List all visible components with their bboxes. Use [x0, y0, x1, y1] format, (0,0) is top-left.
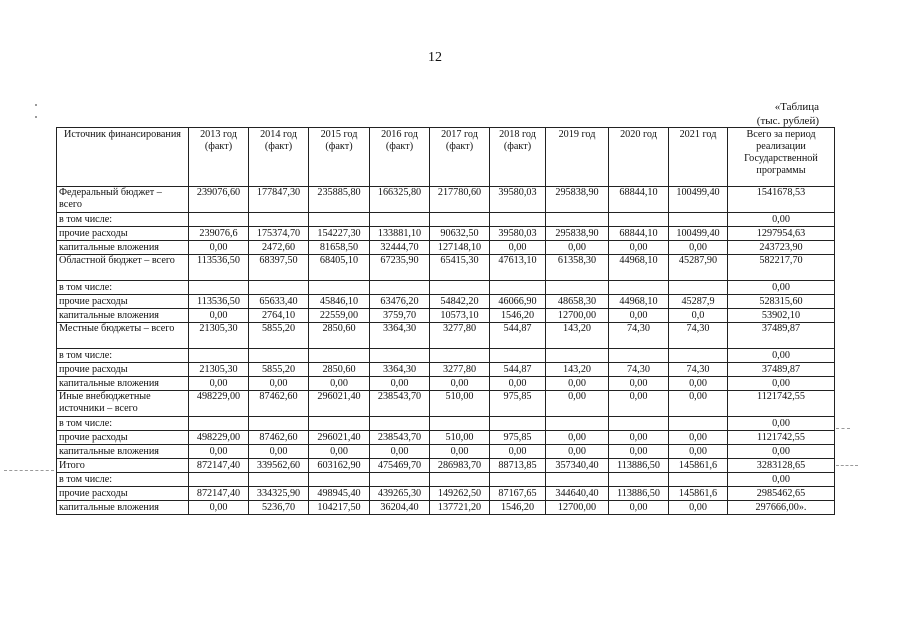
table-cell: 239076,6 — [189, 227, 249, 241]
table-cell: 48658,30 — [546, 295, 609, 309]
table-cell: 0,00 — [728, 213, 835, 227]
row-label: в том числе: — [57, 213, 189, 227]
scan-artifact — [4, 470, 54, 472]
table-cell: 10573,10 — [430, 309, 490, 323]
row-label: в том числе: — [57, 281, 189, 295]
table-cell: 0,00 — [370, 445, 430, 459]
table-cell — [490, 349, 546, 363]
table-row — [57, 431, 835, 445]
table-cell: 975,85 — [490, 431, 546, 445]
table-row — [57, 213, 835, 227]
table-cell: 65633,40 — [249, 295, 309, 309]
table-cell: 36204,40 — [370, 501, 430, 515]
table-cell: 0,00 — [669, 431, 728, 445]
table-cell: 3277,80 — [430, 323, 490, 349]
table-cell — [249, 349, 309, 363]
table-cell — [546, 417, 609, 431]
table-cell: 175374,70 — [249, 227, 309, 241]
table-cell: 510,00 — [430, 431, 490, 445]
table-cell: 334325,90 — [249, 487, 309, 501]
table-cell: 67235,90 — [370, 255, 430, 281]
table-cell — [370, 417, 430, 431]
table-cell — [669, 281, 728, 295]
table-row — [57, 363, 835, 377]
table-row — [57, 377, 835, 391]
table-cell: 113886,50 — [609, 459, 669, 473]
column-header: 2017 год (факт) — [430, 128, 490, 187]
page-number: 12 — [428, 50, 442, 65]
table-cell: 498229,00 — [189, 431, 249, 445]
table-cell: 5236,70 — [249, 501, 309, 515]
table-row — [57, 459, 835, 473]
table-cell: 528315,60 — [728, 295, 835, 309]
table-cell: 68844,10 — [609, 227, 669, 241]
row-label: капитальные вложения — [57, 377, 189, 391]
table-cell: 0,00 — [609, 241, 669, 255]
scan-artifact — [836, 465, 858, 467]
table-cell: 0,00 — [309, 445, 370, 459]
table-cell: 0,00 — [609, 501, 669, 515]
table-cell: 12700,00 — [546, 501, 609, 515]
table-cell: 0,00 — [609, 391, 669, 417]
table-cell: 127148,10 — [430, 241, 490, 255]
table-cell: 0,00 — [370, 377, 430, 391]
table-cell: 39580,03 — [490, 227, 546, 241]
table-row — [57, 323, 835, 349]
table-cell: 296021,40 — [309, 431, 370, 445]
table-cell: 143,20 — [546, 363, 609, 377]
table-cell — [430, 349, 490, 363]
table-cell: 45846,10 — [309, 295, 370, 309]
table-cell: 0,00 — [546, 431, 609, 445]
table-row — [57, 241, 835, 255]
table-cell: 0,00 — [669, 241, 728, 255]
table-cell — [309, 417, 370, 431]
table-cell: 0,00 — [728, 281, 835, 295]
table-cell: 5855,20 — [249, 363, 309, 377]
table-cell: 0,00 — [189, 377, 249, 391]
table-cell: 544,87 — [490, 323, 546, 349]
table-cell — [189, 281, 249, 295]
table-cell — [546, 473, 609, 487]
row-label: капитальные вложения — [57, 445, 189, 459]
table-cell: 39580,03 — [490, 187, 546, 213]
table-cell: 53902,10 — [728, 309, 835, 323]
table-body — [57, 187, 835, 515]
table-cell: 45287,90 — [669, 255, 728, 281]
column-header: 2018 год (факт) — [490, 128, 546, 187]
table-cell: 0,00 — [546, 391, 609, 417]
table-cell: 295838,90 — [546, 187, 609, 213]
table-cell: 37489,87 — [728, 363, 835, 377]
table-cell — [490, 281, 546, 295]
scan-artifact — [35, 104, 37, 106]
table-cell — [546, 213, 609, 227]
table-row — [57, 309, 835, 323]
table-cell: 235885,80 — [309, 187, 370, 213]
table-cell: 0,00 — [490, 445, 546, 459]
table-row — [57, 295, 835, 309]
table-cell — [669, 473, 728, 487]
table-cell: 0,00 — [249, 377, 309, 391]
table-cell — [370, 349, 430, 363]
table-cell: 0,00 — [189, 501, 249, 515]
table-cell: 32444,70 — [370, 241, 430, 255]
scan-artifact — [35, 116, 37, 118]
row-label: прочие расходы — [57, 487, 189, 501]
table-cell: 0,00 — [546, 445, 609, 459]
table-cell: 81658,50 — [309, 241, 370, 255]
column-header: 2015 год (факт) — [309, 128, 370, 187]
scan-artifact — [836, 428, 850, 430]
table-cell: 0,00 — [546, 241, 609, 255]
table-cell: 339562,60 — [249, 459, 309, 473]
table-cell — [189, 349, 249, 363]
table-cell: 2764,10 — [249, 309, 309, 323]
table-cell: 68844,10 — [609, 187, 669, 213]
column-header-source: Источник финансирования — [57, 128, 189, 187]
table-cell: 0,00 — [728, 377, 835, 391]
table-cell: 88713,85 — [490, 459, 546, 473]
table-cell: 603162,90 — [309, 459, 370, 473]
row-label: Областной бюджет – всего — [57, 255, 189, 281]
table-cell: 2850,60 — [309, 363, 370, 377]
table-cell — [430, 473, 490, 487]
table-cell — [189, 213, 249, 227]
table-cell: 475469,70 — [370, 459, 430, 473]
table-cell: 0,00 — [728, 473, 835, 487]
column-header: 2021 год — [669, 128, 728, 187]
table-cell — [609, 281, 669, 295]
table-cell: 544,87 — [490, 363, 546, 377]
table-cell: 68397,50 — [249, 255, 309, 281]
table-row — [57, 255, 835, 281]
table-row — [57, 349, 835, 363]
table-cell — [309, 281, 370, 295]
table-cell: 0,00 — [430, 445, 490, 459]
table-cell: 872147,40 — [189, 459, 249, 473]
table-cell: 357340,40 — [546, 459, 609, 473]
table-cell: 3283128,65 — [728, 459, 835, 473]
table-cell: 149262,50 — [430, 487, 490, 501]
row-label: в том числе: — [57, 417, 189, 431]
table-cell: 113886,50 — [609, 487, 669, 501]
row-label: Итого — [57, 459, 189, 473]
table-cell: 113536,50 — [189, 255, 249, 281]
table-cell — [189, 417, 249, 431]
table-cell — [490, 473, 546, 487]
table-cell: 238543,70 — [370, 391, 430, 417]
table-cell: 582217,70 — [728, 255, 835, 281]
table-cell: 0,00 — [189, 241, 249, 255]
table-cell: 145861,6 — [669, 459, 728, 473]
row-label: прочие расходы — [57, 363, 189, 377]
table-cell: 100499,40 — [669, 227, 728, 241]
table-cell — [249, 417, 309, 431]
table-cell: 87167,65 — [490, 487, 546, 501]
table-caption — [757, 100, 819, 128]
table-cell: 2985462,65 — [728, 487, 835, 501]
table-row — [57, 473, 835, 487]
table-cell — [309, 473, 370, 487]
row-label: в том числе: — [57, 349, 189, 363]
table-cell: 0,00 — [669, 445, 728, 459]
table-cell: 21305,30 — [189, 363, 249, 377]
table-cell — [370, 281, 430, 295]
table-row — [57, 417, 835, 431]
table-cell: 1121742,55 — [728, 431, 835, 445]
table-cell: 0,00 — [728, 445, 835, 459]
table-cell: 0,00 — [669, 377, 728, 391]
table-cell: 12700,00 — [546, 309, 609, 323]
table-cell: 61358,30 — [546, 255, 609, 281]
row-label: Федеральный бюджет – всего — [57, 187, 189, 213]
table-cell: 68405,10 — [309, 255, 370, 281]
column-header: Всего за период реализации Государственной программы — [728, 128, 835, 187]
table-cell: 166325,80 — [370, 187, 430, 213]
table-cell — [546, 281, 609, 295]
column-header: 2020 год — [609, 128, 669, 187]
table-cell — [189, 473, 249, 487]
table-cell: 177847,30 — [249, 187, 309, 213]
table-cell: 0,00 — [490, 377, 546, 391]
column-header: 2013 год (факт) — [189, 128, 249, 187]
table-row — [57, 227, 835, 241]
table-cell: 47613,10 — [490, 255, 546, 281]
table-cell: 297666,00». — [728, 501, 835, 515]
table-cell — [430, 213, 490, 227]
column-header: 2019 год — [546, 128, 609, 187]
table-cell: 3364,30 — [370, 363, 430, 377]
table-cell: 90632,50 — [430, 227, 490, 241]
table-cell: 2472,60 — [249, 241, 309, 255]
table-cell: 21305,30 — [189, 323, 249, 349]
table-cell — [609, 349, 669, 363]
table-cell — [490, 213, 546, 227]
column-header: 2016 год (факт) — [370, 128, 430, 187]
table-cell: 0,00 — [430, 377, 490, 391]
table-cell: 295838,90 — [546, 227, 609, 241]
table-cell: 65415,30 — [430, 255, 490, 281]
table-cell: 0,00 — [669, 501, 728, 515]
table-cell: 498229,00 — [189, 391, 249, 417]
row-label: капитальные вложения — [57, 309, 189, 323]
table-cell — [669, 213, 728, 227]
table-cell: 286983,70 — [430, 459, 490, 473]
table-cell: 74,30 — [609, 323, 669, 349]
table-cell: 439265,30 — [370, 487, 430, 501]
table-cell: 22559,00 — [309, 309, 370, 323]
table-cell: 0,00 — [546, 377, 609, 391]
table-cell: 87462,60 — [249, 391, 309, 417]
table-cell — [669, 349, 728, 363]
table-cell: 296021,40 — [309, 391, 370, 417]
table-cell: 0,00 — [609, 309, 669, 323]
table-cell — [609, 417, 669, 431]
table-cell: 0,00 — [309, 377, 370, 391]
table-cell: 74,30 — [669, 323, 728, 349]
row-label: прочие расходы — [57, 295, 189, 309]
column-header: 2014 год (факт) — [249, 128, 309, 187]
table-cell — [430, 281, 490, 295]
table-cell: 104217,50 — [309, 501, 370, 515]
table-cell: 154227,30 — [309, 227, 370, 241]
row-label: капитальные вложения — [57, 501, 189, 515]
table-caption-units: (тыс. рублей) — [756, 115, 819, 127]
table-cell: 2850,60 — [309, 323, 370, 349]
table-cell: 1297954,63 — [728, 227, 835, 241]
table-cell: 133881,10 — [370, 227, 430, 241]
table-row — [57, 391, 835, 417]
table-cell: 143,20 — [546, 323, 609, 349]
table-cell — [609, 473, 669, 487]
row-label: прочие расходы — [57, 227, 189, 241]
table-cell: 0,00 — [609, 377, 669, 391]
row-label: прочие расходы — [57, 431, 189, 445]
table-row — [57, 487, 835, 501]
table-cell: 137721,20 — [430, 501, 490, 515]
table-cell — [309, 213, 370, 227]
table-cell: 1546,20 — [490, 309, 546, 323]
table-cell: 113536,50 — [189, 295, 249, 309]
table-cell: 238543,70 — [370, 431, 430, 445]
table-cell — [249, 213, 309, 227]
table-cell: 975,85 — [490, 391, 546, 417]
table-cell: 145861,6 — [669, 487, 728, 501]
table-cell — [249, 281, 309, 295]
table-cell: 0,00 — [609, 445, 669, 459]
table-row — [57, 187, 835, 213]
table-cell: 344640,40 — [546, 487, 609, 501]
table-cell: 0,00 — [669, 391, 728, 417]
table-cell: 44968,10 — [609, 255, 669, 281]
table-cell: 217780,60 — [430, 187, 490, 213]
table-cell: 0,00 — [189, 309, 249, 323]
table-cell: 54842,20 — [430, 295, 490, 309]
table-cell: 87462,60 — [249, 431, 309, 445]
table-cell: 498945,40 — [309, 487, 370, 501]
table-cell: 0,00 — [490, 241, 546, 255]
table-header-row — [57, 128, 835, 187]
table-cell — [609, 213, 669, 227]
table-cell — [370, 473, 430, 487]
table-cell — [546, 349, 609, 363]
table-cell: 0,0 — [669, 309, 728, 323]
table-cell — [370, 213, 430, 227]
table-caption-title: «Таблица — [774, 101, 819, 113]
table-cell: 45287,9 — [669, 295, 728, 309]
table-cell: 1541678,53 — [728, 187, 835, 213]
table-cell: 46066,90 — [490, 295, 546, 309]
table-cell: 1546,20 — [490, 501, 546, 515]
table-cell — [669, 417, 728, 431]
row-label: капитальные вложения — [57, 241, 189, 255]
row-label: в том числе: — [57, 473, 189, 487]
table-cell: 100499,40 — [669, 187, 728, 213]
row-label: Иные внебюджетные источники – всего — [57, 391, 189, 417]
table-row — [57, 501, 835, 515]
table-row — [57, 445, 835, 459]
table-cell: 3364,30 — [370, 323, 430, 349]
table-cell — [490, 417, 546, 431]
table-cell: 510,00 — [430, 391, 490, 417]
table-cell: 0,00 — [728, 417, 835, 431]
table-cell: 44968,10 — [609, 295, 669, 309]
table-cell — [309, 349, 370, 363]
table-cell — [430, 417, 490, 431]
table-cell: 0,00 — [249, 445, 309, 459]
table-cell: 243723,90 — [728, 241, 835, 255]
table-cell — [249, 473, 309, 487]
table-cell: 0,00 — [609, 431, 669, 445]
table-cell: 5855,20 — [249, 323, 309, 349]
financing-table — [56, 127, 835, 515]
table-cell: 1121742,55 — [728, 391, 835, 417]
table-cell: 239076,60 — [189, 187, 249, 213]
table-cell: 63476,20 — [370, 295, 430, 309]
table-cell: 74,30 — [609, 363, 669, 377]
table-cell: 0,00 — [728, 349, 835, 363]
table-cell: 37489,87 — [728, 323, 835, 349]
table-cell: 74,30 — [669, 363, 728, 377]
table-cell: 3277,80 — [430, 363, 490, 377]
table-cell: 872147,40 — [189, 487, 249, 501]
table-row — [57, 281, 835, 295]
row-label: Местные бюджеты – всего — [57, 323, 189, 349]
table-cell: 0,00 — [189, 445, 249, 459]
table-cell: 3759,70 — [370, 309, 430, 323]
